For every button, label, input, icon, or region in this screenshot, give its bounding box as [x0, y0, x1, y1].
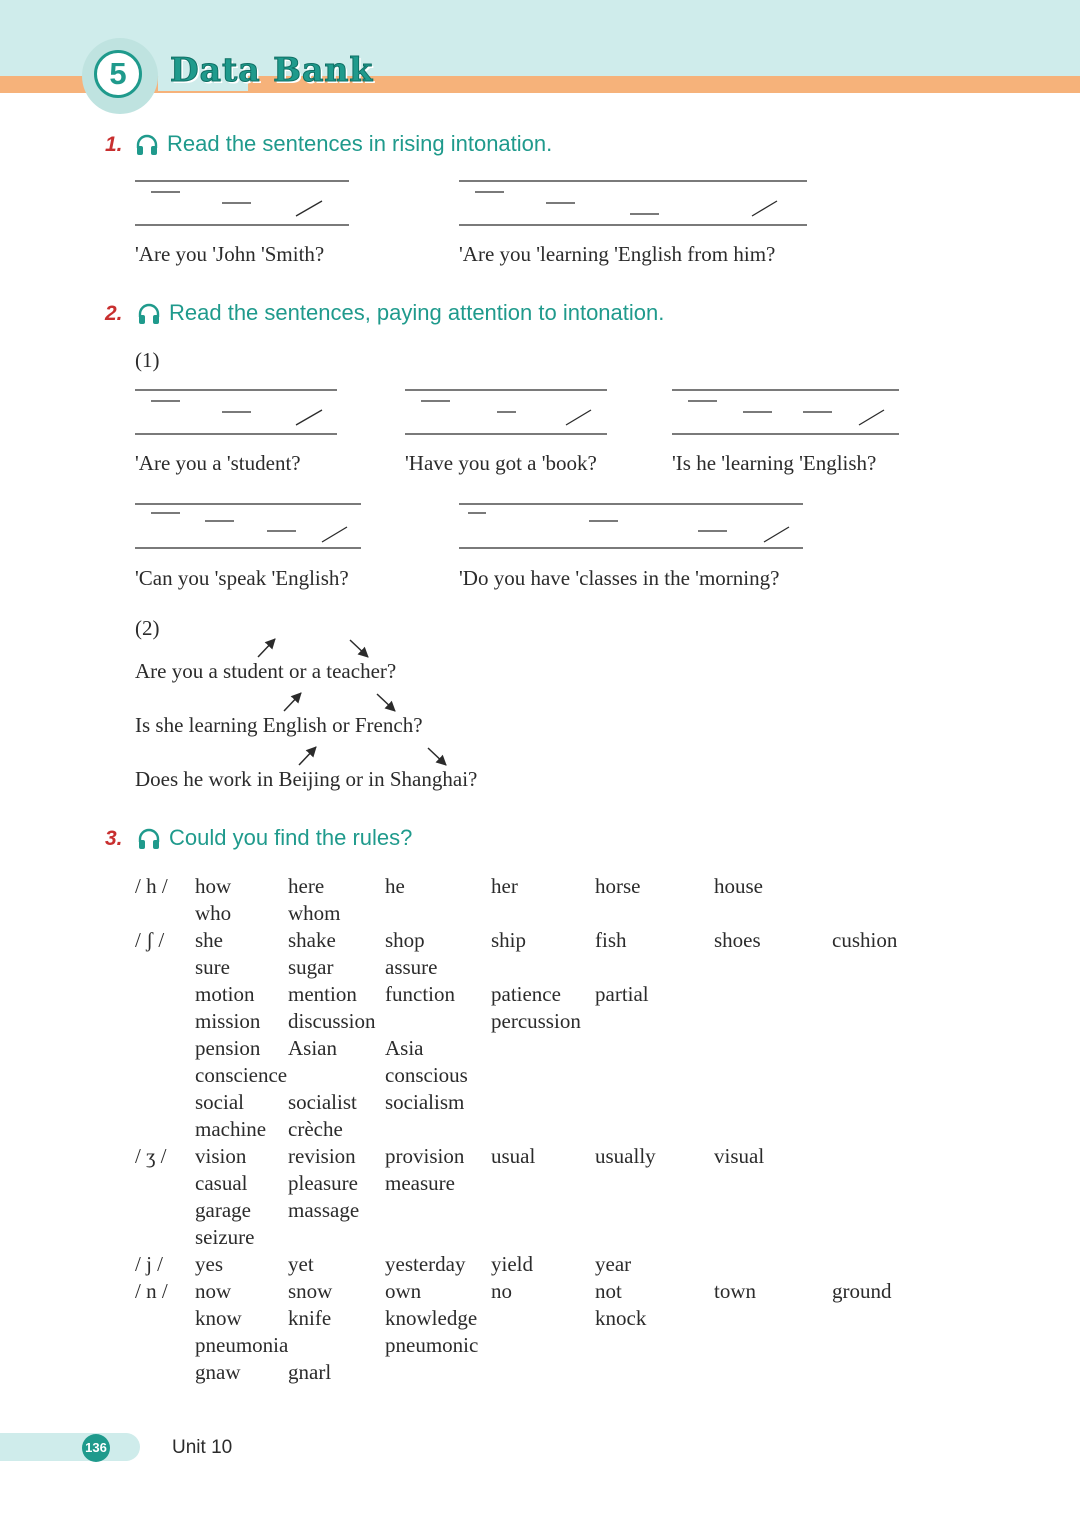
word-cell: social [195, 1090, 244, 1114]
ex2-sentence-3: 'Is he 'learning 'English? [672, 451, 877, 475]
ex2-choice-sentence-1: Are you a student or a teacher? [135, 659, 397, 683]
ex2-part1-label: (1) [135, 348, 160, 372]
word-cell: revision [288, 1144, 356, 1168]
ex2-sentence-1: 'Are you a 'student? [135, 451, 301, 475]
word-cell: mission [195, 1009, 261, 1033]
word-cell: shoes [714, 928, 761, 952]
word-cell: provision [385, 1144, 465, 1168]
word-cell: gnarl [288, 1360, 332, 1384]
ex1-sentence-1: 'Are you 'John 'Smith? [135, 242, 325, 266]
word-cell: patience [491, 982, 561, 1006]
word-cell: whom [288, 901, 341, 925]
word-cell: seizure [195, 1225, 255, 1249]
phoneme-label: / ʒ / [135, 1144, 167, 1168]
ex2-sentence-2: 'Have you got a 'book? [405, 451, 597, 475]
word-cell: fish [595, 928, 627, 952]
word-cell: how [195, 874, 232, 898]
word-cell: not [595, 1279, 622, 1303]
word-cell: mention [288, 982, 357, 1006]
word-cell: Asian [288, 1036, 337, 1060]
word-cell: discussion [288, 1009, 376, 1033]
word-cell: who [195, 901, 232, 925]
ex2-part2-label: (2) [135, 616, 160, 640]
exercise-1-instruction: Read the sentences in rising intonation. [167, 131, 553, 156]
unit-label: Unit 10 [172, 1437, 233, 1458]
word-cell: he [385, 874, 405, 898]
word-cell: conscious [385, 1063, 468, 1087]
word-cell: ship [491, 928, 527, 952]
word-cell: sure [195, 955, 230, 979]
ex2-choice-sentence-2: Is she learning English or French? [135, 713, 423, 737]
footer-band [0, 1433, 140, 1461]
word-cell: snow [288, 1279, 333, 1303]
word-cell: partial [595, 982, 649, 1006]
word-cell: town [714, 1279, 756, 1303]
phoneme-label: / n / [135, 1279, 168, 1303]
word-cell: assure [385, 955, 438, 979]
word-cell: visual [714, 1144, 765, 1168]
phoneme-label: / j / [135, 1252, 164, 1276]
word-cell: year [595, 1252, 632, 1276]
exercise-2-instruction: Read the sentences, paying attention to intonation. [169, 300, 665, 325]
word-cell: Asia [385, 1036, 424, 1060]
phoneme-label: / h / [135, 874, 168, 898]
word-cell: usually [595, 1144, 656, 1168]
word-cell: yes [195, 1252, 223, 1276]
ex2-sentence-5: 'Do you have 'classes in the 'morning? [459, 566, 780, 590]
word-cell: knife [288, 1306, 332, 1330]
word-cell: no [491, 1279, 512, 1303]
word-cell: know [195, 1306, 242, 1330]
word-cell: pension [195, 1036, 261, 1060]
exercise-3-instruction: Could you find the rules? [169, 825, 413, 850]
word-cell: yesterday [385, 1252, 466, 1276]
word-cell: her [491, 874, 518, 898]
word-cell: own [385, 1279, 422, 1303]
word-cell: knowledge [385, 1306, 478, 1330]
word-cell: motion [195, 982, 255, 1006]
page-title: Data Bank [170, 50, 374, 89]
ex2-sentence-4: 'Can you 'speak 'English? [135, 566, 349, 590]
word-cell: gnaw [195, 1360, 241, 1384]
word-cell: here [288, 874, 325, 898]
word-cell: casual [195, 1171, 248, 1195]
word-cell: crèche [288, 1117, 343, 1141]
phoneme-label: / ʃ / [135, 928, 165, 952]
exercise-2-number: 2. [105, 302, 123, 325]
word-cell: cushion [832, 928, 898, 952]
word-cell: conscience [195, 1063, 288, 1087]
word-cell: knock [595, 1306, 647, 1330]
ex2-choice-sentence-3: Does he work in Beijing or in Shanghai? [135, 767, 478, 791]
page-number: 136 [82, 1434, 110, 1462]
word-cell: pleasure [288, 1171, 358, 1195]
exercise-3-number: 3. [105, 827, 123, 850]
word-cell: yield [491, 1252, 533, 1276]
ex1-sentence-2: 'Are you 'learning 'English from him? [459, 242, 776, 266]
exercise-1-number: 1. [105, 133, 123, 156]
word-cell: percussion [491, 1009, 581, 1033]
word-cell: machine [195, 1117, 267, 1141]
word-cell: house [714, 874, 763, 898]
headphones-icon [137, 827, 161, 856]
word-cell: garage [195, 1198, 251, 1222]
word-cell: vision [195, 1144, 247, 1168]
word-cell: pneumonic [385, 1333, 479, 1357]
word-cell: massage [288, 1198, 360, 1222]
word-cell: shake [288, 928, 336, 952]
word-cell: sugar [288, 955, 334, 979]
word-cell: she [195, 928, 223, 952]
word-cell: horse [595, 874, 641, 898]
word-cell: yet [288, 1252, 314, 1276]
word-cell: usual [491, 1144, 536, 1168]
word-cell: function [385, 982, 455, 1006]
word-cell: measure [385, 1171, 455, 1195]
word-cell: shop [385, 928, 425, 952]
word-cell: socialism [385, 1090, 465, 1114]
section-number: 5 [94, 50, 142, 98]
word-cell: ground [832, 1279, 892, 1303]
word-cell: socialist [288, 1090, 357, 1114]
word-cell: pneumonia [195, 1333, 289, 1357]
word-cell: now [195, 1279, 232, 1303]
